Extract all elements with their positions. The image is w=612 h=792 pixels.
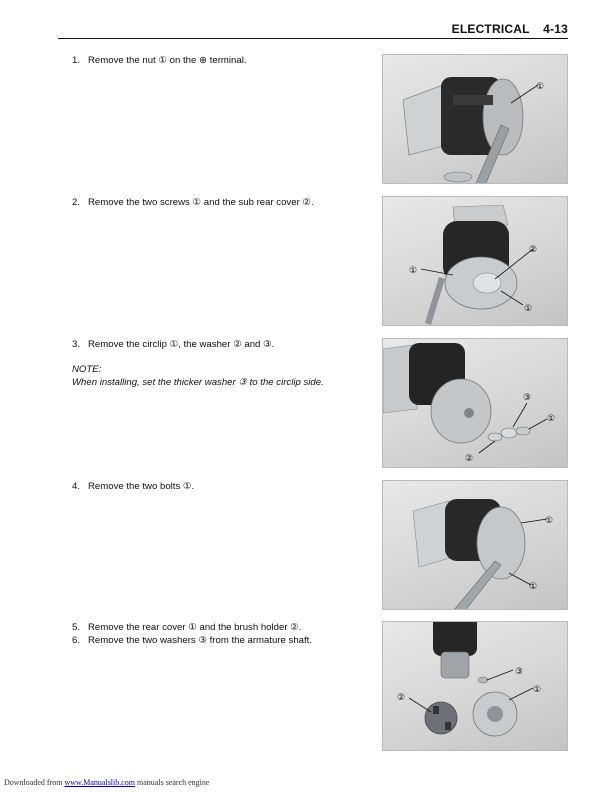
callout-label: ③ xyxy=(523,393,532,403)
starter-motor-illustration xyxy=(383,55,567,183)
page-header xyxy=(58,20,568,39)
note-block xyxy=(72,363,372,389)
callout-label: ② xyxy=(397,693,406,703)
section-title: ELECTRICAL xyxy=(451,22,530,36)
callout-label: ① xyxy=(529,582,538,592)
callout-label: ① xyxy=(536,82,545,92)
callout-label: ① xyxy=(547,414,556,424)
photo-starter-nut xyxy=(382,54,568,184)
step-text: Remove the two screws ① and the sub rear cover ②. xyxy=(88,197,314,208)
step-5 xyxy=(72,621,372,634)
header-title xyxy=(452,22,568,36)
note-label: NOTE: xyxy=(72,364,102,375)
step-number: 1. xyxy=(72,55,81,66)
step-number: 3. xyxy=(72,339,81,350)
photo-circlip-washers xyxy=(382,338,568,468)
step-1 xyxy=(72,54,372,67)
page-number: 4-13 xyxy=(543,22,568,36)
photo-rear-cover-brush-holder xyxy=(382,621,568,751)
photo-bolts xyxy=(382,480,568,610)
callout-label: ① xyxy=(524,304,533,314)
step-4 xyxy=(72,480,372,493)
callout-label: ① xyxy=(545,516,554,526)
callout-label: ② xyxy=(465,454,474,464)
callout-label: ① xyxy=(409,266,418,276)
step-text: Remove the two bolts ①. xyxy=(88,481,195,492)
starter-motor-parts-illustration xyxy=(383,622,567,750)
starter-motor-illustration xyxy=(383,339,567,467)
callout-label: ① xyxy=(533,685,542,695)
starter-motor-illustration xyxy=(383,197,567,325)
note-text: When installing, set the thicker washer ③ to the circlip side. xyxy=(72,377,324,388)
step-text: Remove the two washers ③ from the armature shaft. xyxy=(88,635,313,646)
photo-sub-rear-cover xyxy=(382,196,568,326)
callout-label: ② xyxy=(529,245,538,255)
step-text: Remove the nut ① on the ⊕ terminal. xyxy=(88,55,247,66)
page-footer xyxy=(4,778,209,787)
footer-suffix: manuals search engine xyxy=(137,778,210,787)
step-text: Remove the circlip ①, the washer ② and ③. xyxy=(88,339,275,350)
starter-motor-illustration xyxy=(383,481,567,609)
step-3 xyxy=(72,338,372,351)
step-number: 6. xyxy=(72,635,81,646)
callout-label: ③ xyxy=(515,667,524,677)
step-number: 2. xyxy=(72,197,81,208)
step-text: Remove the rear cover ① and the brush holder ②. xyxy=(88,622,302,633)
footer-prefix: Downloaded from xyxy=(4,778,63,787)
step-number: 5. xyxy=(72,622,81,633)
step-6 xyxy=(72,634,372,647)
step-number: 4. xyxy=(72,481,81,492)
step-2 xyxy=(72,196,372,209)
manualslib-link[interactable]: www.Manualslib.com xyxy=(64,778,136,787)
